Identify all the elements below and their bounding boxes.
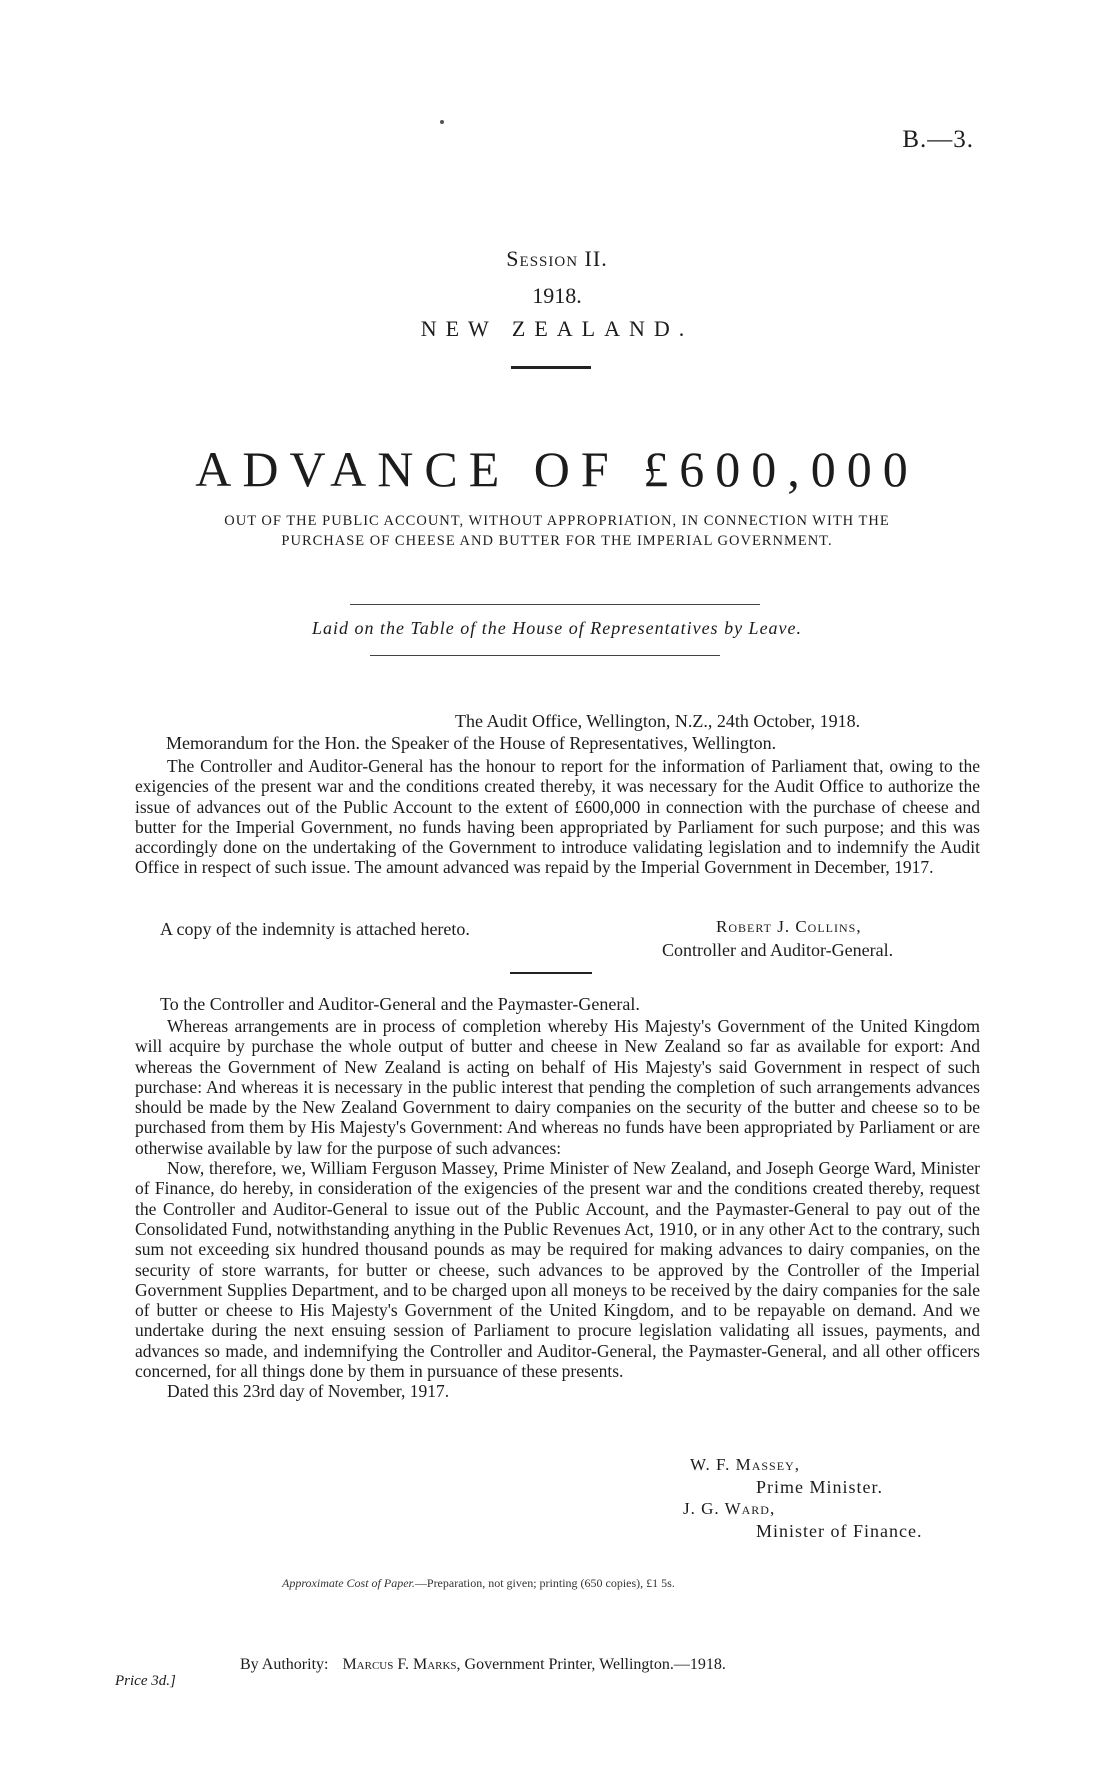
memo-dateline: The Audit Office, Wellington, N.Z., 24th October, 1918. xyxy=(455,711,861,731)
laid-rule-top xyxy=(350,604,760,605)
memo-body-text: The Controller and Auditor-General has the honour to report for the information of Parliament that, owing to the exigencies of the present war and the conditions created thereby, it was necessary for the Audit Office to authorize the issue of advances out of the Public Account to the extent of £600,000 in connection with the purchase of cheese and butter for the Imperial Government, no funds having been appropriated by Parliament for such purpose; and this was accordingly done on the undertaking of the Government to introduce validating legislation and to indemnify the Audit Office in respect of such issue. The amount advanced was repaid by the Imperial Government in December, 1917. xyxy=(135,756,980,878)
memo-signatory-name: Robert J. Collins, xyxy=(716,917,862,936)
cost-of-paper xyxy=(282,1576,675,1591)
laid-on-table: Laid on the Table of the House of Representatives by Leave. xyxy=(311,618,803,638)
printer-rest: Government Printer, Wellington.—1918. xyxy=(464,1656,726,1673)
memo-divider xyxy=(510,972,592,974)
indemnity-para-1: Whereas arrangements are in process of completion whereby His Majesty's Government of the United Kingdom will acquire by purchase the whole output of butter and cheese in New Zealand so far as available for export: And whereas the Government of New Zealand is acting on behalf of His Majesty's said Government in respect of such purchase: And whereas it is necessary in the public interest that pending the completion of such arrangements advances should be made by the New Zealand Government to dairy companies on the security of the butter and cheese so to be purchased from them by His Majesty's Government: And whereas no funds have been appropriated by Parliament or are otherwise available by law for the purpose of such advances: xyxy=(135,1016,980,1158)
signer-2-name: J. G. Ward, xyxy=(683,1499,776,1518)
year-label: 1918. xyxy=(532,283,582,308)
cost-text: —Preparation, not given; printing (650 copies), £1 5s. xyxy=(414,1576,675,1590)
indemnity-body xyxy=(135,1016,980,1402)
authority-line xyxy=(240,1656,726,1674)
indemnity-dated: Dated this 23rd day of November, 1917. xyxy=(167,1381,450,1402)
indemnity-para-2: Now, therefore, we, William Ferguson Massey, Prime Minister of New Zealand, and Joseph George Ward, Minister of Finance, do hereby, in consideration of the exigencies of the present war and the conditions created thereby, request the Controller and Auditor-General to issue out of the Public Account, and the Paymaster-General to pay out of the Consolidated Fund, notwithstanding anything in the Public Revenues Act, 1910, or in any other Act to the contrary, such sum not exceeding six hundred thousand pounds as may be required for making advances to dairy companies, on the security of store warrants, for butter or cheese, such advances to be approved by the Controller of the Imperial Government Supplies Department, and to be charged upon all moneys to be received by the dairy companies for the sale of butter or cheese to His Majesty's Government of the United Kingdom, and to be repayable on demand. And we undertake during the next ensuing session of Parliament to procure legislation validating all issues, payments, and advances so made, and indemnifying the Controller and Auditor-General, the Paymaster-General, and all other officers concerned, for all things done by them in pursuance of these presents. xyxy=(135,1158,980,1382)
paper-code: B.—3. xyxy=(902,126,974,153)
speck-mark xyxy=(440,120,444,124)
session-label: Session II. xyxy=(506,246,608,271)
title-divider xyxy=(511,366,591,369)
subtitle-line-2: PURCHASE OF CHEESE AND BUTTER FOR THE IMPERIAL GOVERNMENT. xyxy=(281,533,833,549)
memo-signatory-title: Controller and Auditor-General. xyxy=(662,940,894,960)
main-title: ADVANCE OF £600,000 xyxy=(195,441,919,497)
country-label: NEW ZEALAND. xyxy=(420,316,694,341)
indemnity-addressee: To the Controller and Auditor-General and the Paymaster-General. xyxy=(160,994,640,1014)
memo-copy-note: A copy of the indemnity is attached hereto. xyxy=(160,919,470,939)
signer-1-title: Prime Minister. xyxy=(756,1477,883,1497)
cost-label: Approximate Cost of Paper. xyxy=(282,1576,415,1590)
price-label: Price 3d.] xyxy=(115,1673,176,1689)
memo-body xyxy=(135,756,980,878)
laid-rule-bottom xyxy=(370,655,720,656)
authority-prefix: By Authority: xyxy=(240,1656,329,1673)
printer-name: Marcus F. Marks, xyxy=(342,1656,461,1673)
signer-2-title: Minister of Finance. xyxy=(756,1521,923,1541)
memo-addressee: Memorandum for the Hon. the Speaker of the House of Representatives, Wellington. xyxy=(166,733,777,753)
signer-1-name: W. F. Massey, xyxy=(690,1455,800,1474)
subtitle-line-1: OUT OF THE PUBLIC ACCOUNT, WITHOUT APPROPRIATION, IN CONNECTION WITH THE xyxy=(224,513,890,529)
